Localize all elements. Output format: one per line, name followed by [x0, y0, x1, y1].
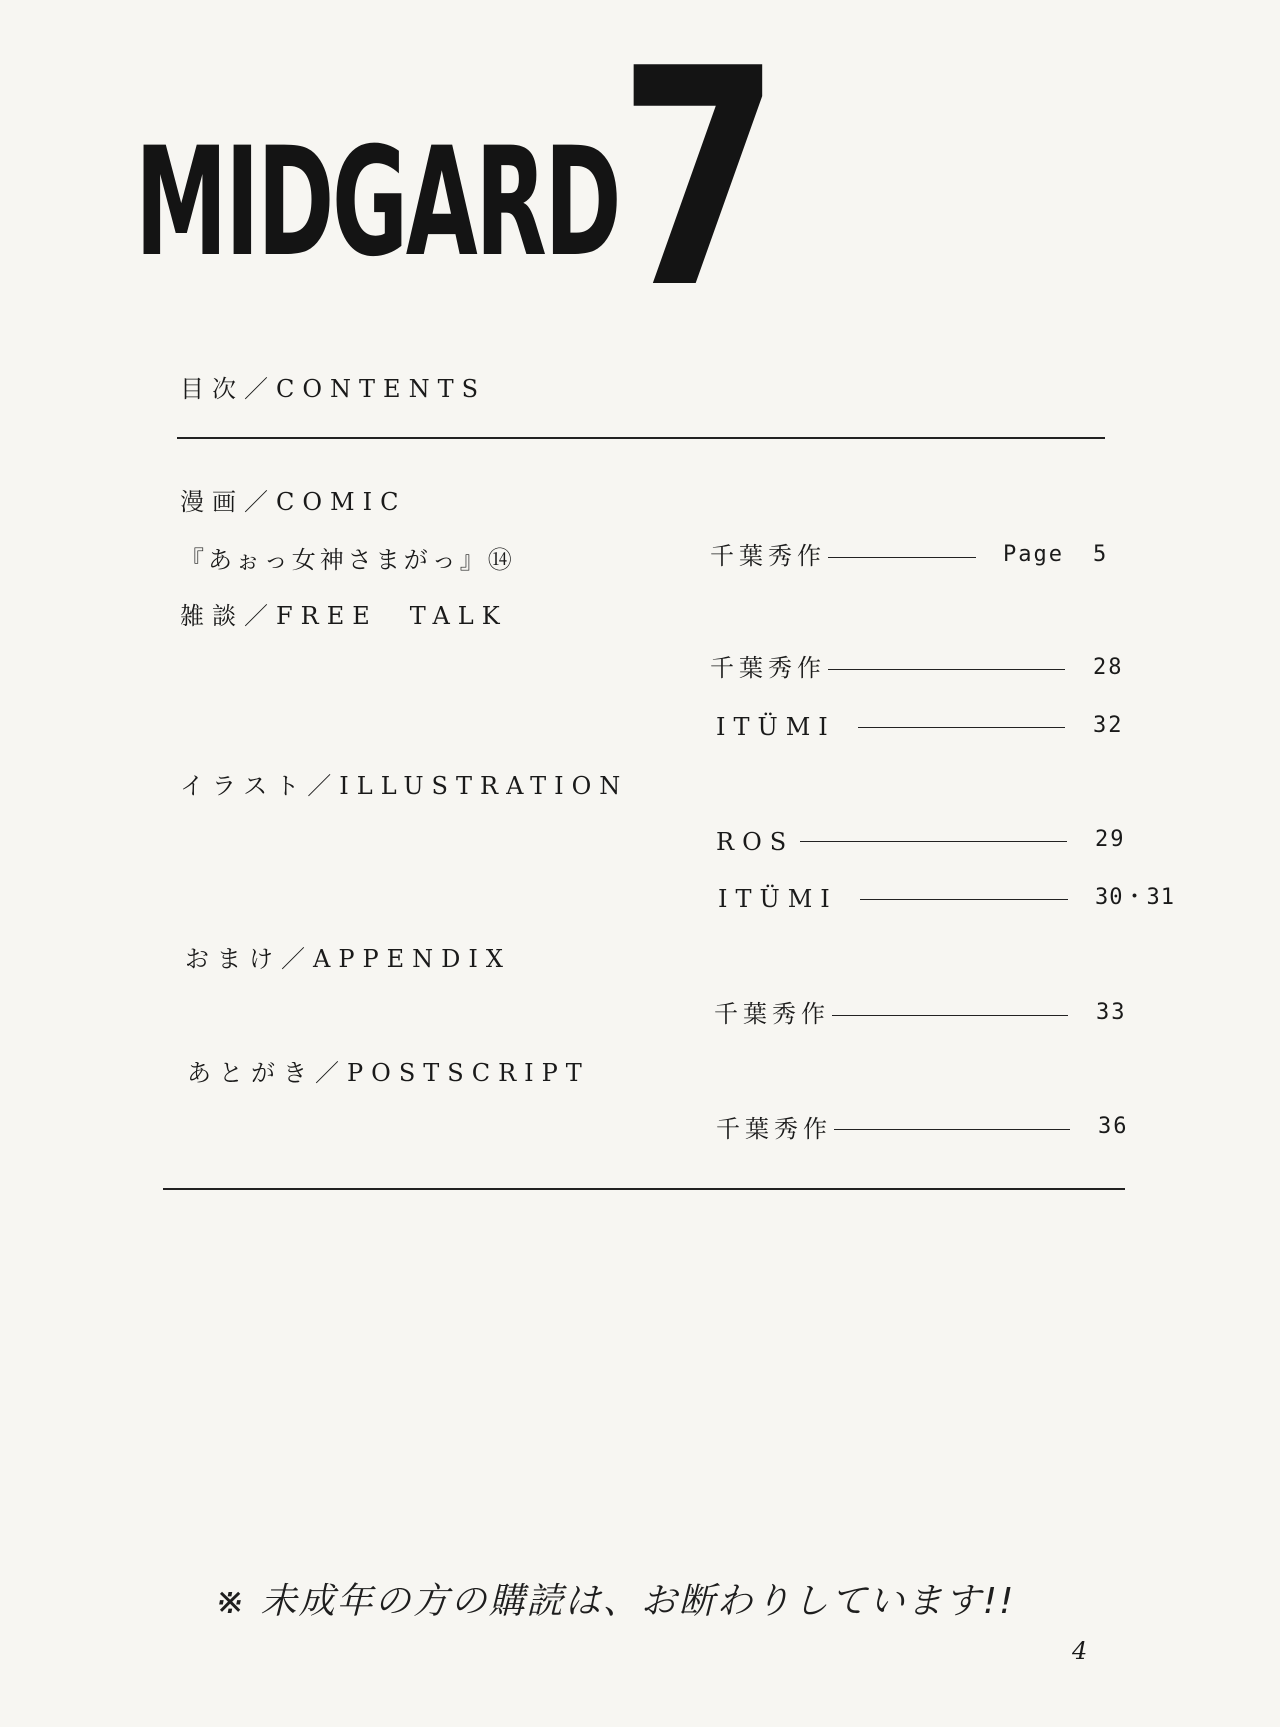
illustration-entry-page: 29 [1095, 827, 1126, 852]
illustration-entry-author: ITÜMI [718, 885, 838, 913]
leader-line [800, 841, 1067, 842]
section-heading-free-talk: 雑談／FREE TALK [180, 602, 508, 630]
page-label: Page [1003, 542, 1064, 567]
leader-line [858, 727, 1065, 728]
top-rule [177, 437, 1105, 439]
leader-line [828, 557, 976, 558]
free-talk-entry-author: ITÜMI [716, 713, 836, 741]
illustration-entry-author: ROS [716, 828, 795, 856]
illustration-entry-page: 30・31 [1095, 885, 1175, 910]
comic-entry-title: 『あぉっ女神さまがっ』⑭ [180, 546, 516, 574]
bottom-rule [163, 1188, 1125, 1190]
appendix-entry-author: 千葉秀作 [714, 1000, 830, 1028]
free-talk-entry-author: 千葉秀作 [710, 654, 826, 682]
magazine-title: MIDGARD [135, 116, 620, 290]
leader-line [860, 899, 1068, 900]
age-restriction-notice: ※ 未成年の方の購読は、お断わりしています!! [215, 1581, 1016, 1622]
section-heading-comic: 漫画／COMIC [180, 488, 407, 516]
comic-entry-page: 5 [1093, 542, 1109, 567]
comic-entry-author: 千葉秀作 [710, 542, 826, 570]
free-talk-entry-page: 28 [1093, 655, 1124, 680]
issue-number: 7 [618, 5, 781, 354]
leader-line [832, 1015, 1068, 1016]
leader-line [834, 1129, 1070, 1130]
leader-line [828, 669, 1065, 670]
contents-heading: 目次／CONTENTS [180, 375, 487, 403]
appendix-entry-page: 33 [1096, 1000, 1127, 1025]
free-talk-entry-page: 32 [1093, 713, 1124, 738]
page-number: 4 [1072, 1637, 1088, 1665]
postscript-entry-page: 36 [1098, 1114, 1129, 1139]
postscript-entry-author: 千葉秀作 [716, 1115, 832, 1143]
section-heading-appendix: おまけ／APPENDIX [185, 945, 511, 973]
section-heading-postscript: あとがき／POSTSCRIPT [187, 1059, 590, 1087]
section-heading-illustration: イラスト／ILLUSTRATION [180, 772, 629, 800]
